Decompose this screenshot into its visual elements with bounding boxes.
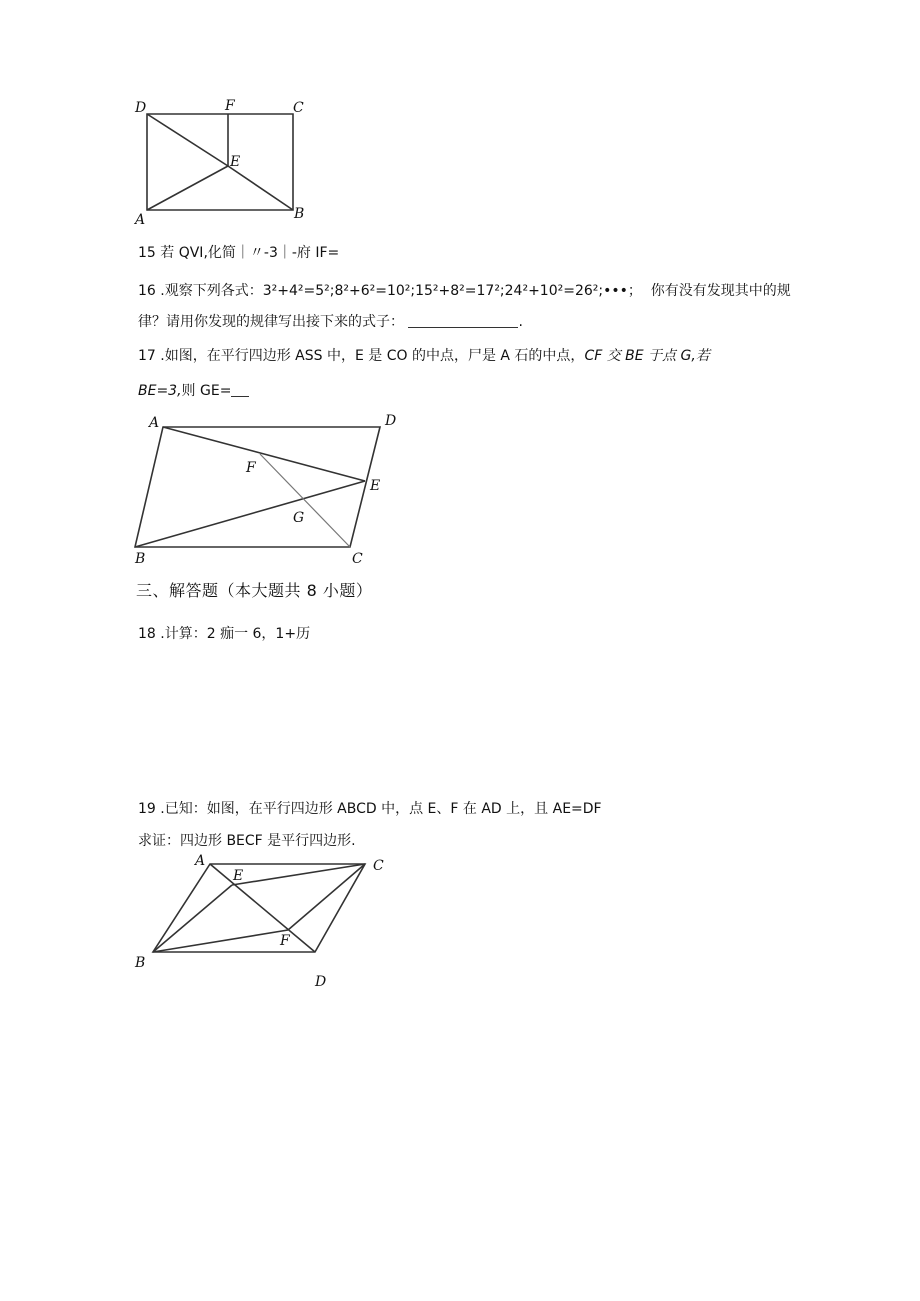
answer-blank-16 xyxy=(408,313,518,328)
segment-ae xyxy=(163,427,365,481)
label-b: B xyxy=(294,206,305,222)
segment-be xyxy=(135,481,365,547)
segment-cf xyxy=(260,454,350,547)
answer-blank-17 xyxy=(231,382,249,397)
question-16-line2: 律？请用你发现的规律写出接下来的式子： . xyxy=(138,314,523,330)
segment-ae xyxy=(147,166,228,210)
label-d: D xyxy=(385,413,397,429)
label-b: B xyxy=(135,955,146,971)
label-f: F xyxy=(225,98,235,114)
label-b: B xyxy=(135,551,146,567)
label-c: C xyxy=(293,100,304,116)
question-15: 15 若 QVI,化简｜〃-3｜-府 IF= xyxy=(138,245,340,261)
label-a: A xyxy=(135,212,146,228)
figure-parallelogram-17 xyxy=(125,405,415,570)
label-e: E xyxy=(233,868,244,884)
label-a: A xyxy=(195,853,206,869)
question-17-line1: 17 .如图，在平行四边形 ASS 中，E 是 CO 的中点，尸是 A 石的中点，CF 交 BE 于点 G,若 xyxy=(138,348,710,364)
label-e: E xyxy=(370,478,381,494)
label-c: C xyxy=(373,858,384,874)
label-g: G xyxy=(293,510,305,526)
parallelogram-outline xyxy=(153,864,365,952)
figure-rectangle-abcd xyxy=(120,90,330,230)
label-c: C xyxy=(352,551,363,567)
label-d: D xyxy=(135,100,147,116)
label-a: A xyxy=(149,415,160,431)
question-17-line2: BE=3,则 GE= xyxy=(138,381,249,401)
question-19-line2: 求证：四边形 BECF 是平行四边形. xyxy=(138,833,356,849)
question-16-line1: 16 .观察下列各式：3²+4²=5²;8²+6²=10²;15²+8²=17²;24²+10²=26²;•••； 你有没有发现其中的规 xyxy=(138,283,791,299)
question-18: 18 .计算：2 痂一 6，1+历 xyxy=(138,626,311,642)
segment-eb xyxy=(153,885,232,952)
figure-parallelogram-19 xyxy=(125,845,395,995)
segment-fb xyxy=(153,930,288,952)
label-f: F xyxy=(280,933,290,949)
label-f: F xyxy=(246,460,256,476)
question-19-line1: 19 .已知：如图，在平行四边形 ABCD 中，点 E、F 在 AD 上，且 AE=DF xyxy=(138,801,602,817)
segment-ad xyxy=(210,864,315,952)
segment-de xyxy=(147,114,228,166)
label-d: D xyxy=(315,974,327,990)
segment-eb xyxy=(228,166,293,210)
section-3-heading: 三、解答题（本大题共 8 小题） xyxy=(136,581,373,600)
label-e: E xyxy=(230,154,241,170)
